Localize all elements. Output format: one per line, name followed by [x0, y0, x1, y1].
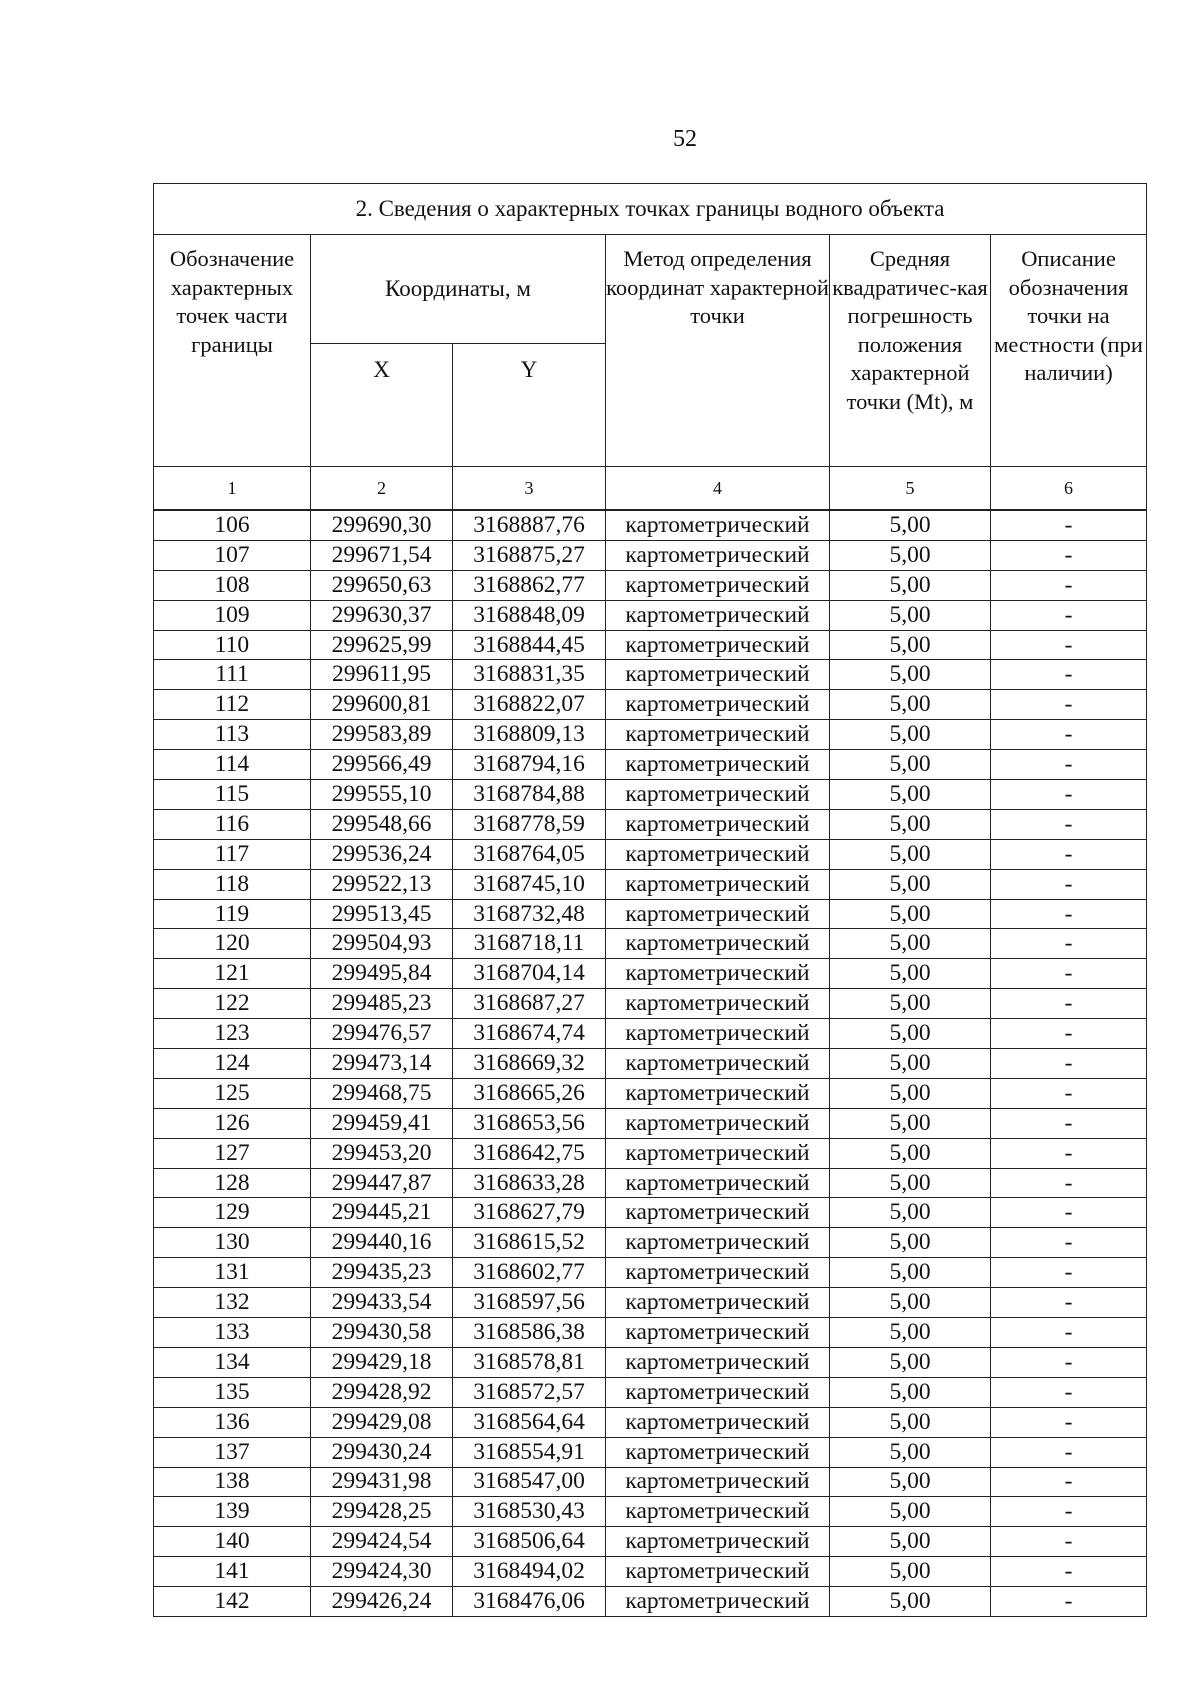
point-id-cell: 134	[154, 1347, 311, 1377]
error-cell: 5,00	[830, 1347, 991, 1377]
error-cell: 5,00	[830, 720, 991, 750]
method-cell: картометрический	[606, 989, 830, 1019]
description-cell: -	[991, 1108, 1147, 1138]
error-cell: 5,00	[830, 1228, 991, 1258]
x-coordinate-cell: 299600,81	[311, 690, 453, 720]
error-cell: 5,00	[830, 1557, 991, 1587]
column-number: 3	[453, 467, 606, 511]
method-cell: картометрический	[606, 720, 830, 750]
point-id-cell: 142	[154, 1587, 311, 1617]
point-id-cell: 136	[154, 1407, 311, 1437]
point-id-cell: 132	[154, 1288, 311, 1318]
point-id-cell: 108	[154, 570, 311, 600]
error-cell: 5,00	[830, 1587, 991, 1617]
method-cell: картометрический	[606, 1407, 830, 1437]
table-row	[154, 1318, 1147, 1348]
x-coordinate-cell: 299513,45	[311, 899, 453, 929]
y-coordinate-cell: 3168547,00	[453, 1467, 606, 1497]
description-cell: -	[991, 570, 1147, 600]
description-cell: -	[991, 869, 1147, 899]
x-coordinate-cell: 299468,75	[311, 1078, 453, 1108]
description-cell: -	[991, 630, 1147, 660]
x-coordinate-cell: 299495,84	[311, 959, 453, 989]
description-cell: -	[991, 899, 1147, 929]
error-cell: 5,00	[830, 750, 991, 780]
y-coordinate-cell: 3168718,11	[453, 929, 606, 959]
point-id-cell: 140	[154, 1527, 311, 1557]
method-cell: картометрический	[606, 809, 830, 839]
description-cell: -	[991, 1078, 1147, 1108]
point-id-cell: 139	[154, 1497, 311, 1527]
x-coordinate-cell: 299476,57	[311, 1019, 453, 1049]
method-cell: картометрический	[606, 1168, 830, 1198]
method-cell: картометрический	[606, 600, 830, 630]
method-cell: картометрический	[606, 1108, 830, 1138]
description-cell: -	[991, 1377, 1147, 1407]
x-coordinate-cell: 299453,20	[311, 1138, 453, 1168]
y-coordinate-cell: 3168669,32	[453, 1049, 606, 1079]
table-row	[154, 1527, 1147, 1557]
error-cell: 5,00	[830, 660, 991, 690]
table-row	[154, 869, 1147, 899]
description-cell: -	[991, 690, 1147, 720]
y-coordinate-cell: 3168633,28	[453, 1168, 606, 1198]
description-cell: -	[991, 1138, 1147, 1168]
error-cell: 5,00	[830, 1049, 991, 1079]
method-cell: картометрический	[606, 1437, 830, 1467]
point-id-cell: 137	[154, 1437, 311, 1467]
description-cell: -	[991, 1347, 1147, 1377]
y-coordinate-cell: 3168627,79	[453, 1198, 606, 1228]
table-row	[154, 959, 1147, 989]
page-number: 52	[673, 126, 697, 152]
table-row	[154, 660, 1147, 690]
point-id-cell: 129	[154, 1198, 311, 1228]
description-cell: -	[991, 1587, 1147, 1617]
description-cell: -	[991, 1527, 1147, 1557]
point-id-cell: 131	[154, 1258, 311, 1288]
header-description: Описание обозначения точки на местности (при наличии)	[991, 235, 1147, 467]
point-id-cell: 112	[154, 690, 311, 720]
error-cell: 5,00	[830, 1288, 991, 1318]
table-title: 2. Сведения о характерных точках границы водного объекта	[154, 184, 1147, 235]
x-coordinate-cell: 299431,98	[311, 1467, 453, 1497]
y-coordinate-cell: 3168887,76	[453, 510, 606, 540]
column-number: 5	[830, 467, 991, 511]
y-coordinate-cell: 3168554,91	[453, 1437, 606, 1467]
table-row	[154, 1497, 1147, 1527]
point-id-cell: 111	[154, 660, 311, 690]
method-cell: картометрический	[606, 899, 830, 929]
description-cell: -	[991, 929, 1147, 959]
error-cell: 5,00	[830, 780, 991, 810]
description-cell: -	[991, 959, 1147, 989]
point-id-cell: 122	[154, 989, 311, 1019]
table-row	[154, 1288, 1147, 1318]
column-number: 6	[991, 467, 1147, 511]
error-cell: 5,00	[830, 1467, 991, 1497]
method-cell: картометрический	[606, 510, 830, 540]
y-coordinate-cell: 3168586,38	[453, 1318, 606, 1348]
point-id-cell: 133	[154, 1318, 311, 1348]
y-coordinate-cell: 3168572,57	[453, 1377, 606, 1407]
method-cell: картометрический	[606, 1497, 830, 1527]
point-id-cell: 117	[154, 839, 311, 869]
table-row	[154, 720, 1147, 750]
header-x: X	[311, 344, 453, 467]
method-cell: картометрический	[606, 959, 830, 989]
y-coordinate-cell: 3168844,45	[453, 630, 606, 660]
point-id-cell: 106	[154, 510, 311, 540]
description-cell: -	[991, 1228, 1147, 1258]
error-cell: 5,00	[830, 1108, 991, 1138]
description-cell: -	[991, 1467, 1147, 1497]
x-coordinate-cell: 299424,54	[311, 1527, 453, 1557]
method-cell: картометрический	[606, 660, 830, 690]
point-id-cell: 128	[154, 1168, 311, 1198]
error-cell: 5,00	[830, 869, 991, 899]
method-cell: картометрический	[606, 1138, 830, 1168]
y-coordinate-cell: 3168494,02	[453, 1557, 606, 1587]
x-coordinate-cell: 299459,41	[311, 1108, 453, 1138]
error-cell: 5,00	[830, 1198, 991, 1228]
table-row	[154, 780, 1147, 810]
table-row	[154, 1049, 1147, 1079]
y-coordinate-cell: 3168809,13	[453, 720, 606, 750]
method-cell: картометрический	[606, 1198, 830, 1228]
error-cell: 5,00	[830, 690, 991, 720]
description-cell: -	[991, 1318, 1147, 1348]
point-id-cell: 130	[154, 1228, 311, 1258]
table-row	[154, 989, 1147, 1019]
x-coordinate-cell: 299435,23	[311, 1258, 453, 1288]
table-row	[154, 540, 1147, 570]
description-cell: -	[991, 510, 1147, 540]
error-cell: 5,00	[830, 809, 991, 839]
point-id-cell: 120	[154, 929, 311, 959]
point-id-cell: 119	[154, 899, 311, 929]
x-coordinate-cell: 299583,89	[311, 720, 453, 750]
description-cell: -	[991, 1198, 1147, 1228]
point-id-cell: 116	[154, 809, 311, 839]
x-coordinate-cell: 299473,14	[311, 1049, 453, 1079]
error-cell: 5,00	[830, 1407, 991, 1437]
method-cell: картометрический	[606, 839, 830, 869]
x-coordinate-cell: 299426,24	[311, 1587, 453, 1617]
y-coordinate-cell: 3168665,26	[453, 1078, 606, 1108]
x-coordinate-cell: 299430,24	[311, 1437, 453, 1467]
table-row	[154, 1019, 1147, 1049]
table-row	[154, 1377, 1147, 1407]
method-cell: картометрический	[606, 929, 830, 959]
y-coordinate-cell: 3168778,59	[453, 809, 606, 839]
x-coordinate-cell: 299522,13	[311, 869, 453, 899]
error-cell: 5,00	[830, 1497, 991, 1527]
method-cell: картометрический	[606, 1078, 830, 1108]
error-cell: 5,00	[830, 1019, 991, 1049]
table-row	[154, 1138, 1147, 1168]
description-cell: -	[991, 1019, 1147, 1049]
description-cell: -	[991, 809, 1147, 839]
y-coordinate-cell: 3168506,64	[453, 1527, 606, 1557]
table-row	[154, 929, 1147, 959]
y-coordinate-cell: 3168831,35	[453, 660, 606, 690]
error-cell: 5,00	[830, 1377, 991, 1407]
table-row	[154, 690, 1147, 720]
method-cell: картометрический	[606, 1288, 830, 1318]
table-row	[154, 1168, 1147, 1198]
x-coordinate-cell: 299504,93	[311, 929, 453, 959]
y-coordinate-cell: 3168642,75	[453, 1138, 606, 1168]
x-coordinate-cell: 299548,66	[311, 809, 453, 839]
description-cell: -	[991, 780, 1147, 810]
header-y: Y	[453, 344, 606, 467]
x-coordinate-cell: 299424,30	[311, 1557, 453, 1587]
y-coordinate-cell: 3168687,27	[453, 989, 606, 1019]
method-cell: картометрический	[606, 1527, 830, 1557]
point-id-cell: 135	[154, 1377, 311, 1407]
x-coordinate-cell: 299447,87	[311, 1168, 453, 1198]
y-coordinate-cell: 3168784,88	[453, 780, 606, 810]
y-coordinate-cell: 3168732,48	[453, 899, 606, 929]
method-cell: картометрический	[606, 750, 830, 780]
x-coordinate-cell: 299536,24	[311, 839, 453, 869]
x-coordinate-cell: 299428,25	[311, 1497, 453, 1527]
point-id-cell: 124	[154, 1049, 311, 1079]
error-cell: 5,00	[830, 989, 991, 1019]
y-coordinate-cell: 3168764,05	[453, 839, 606, 869]
table-row	[154, 899, 1147, 929]
point-id-cell: 141	[154, 1557, 311, 1587]
point-id-cell: 107	[154, 540, 311, 570]
description-cell: -	[991, 750, 1147, 780]
table-row	[154, 510, 1147, 540]
column-number: 2	[311, 467, 453, 511]
y-coordinate-cell: 3168745,10	[453, 869, 606, 899]
y-coordinate-cell: 3168862,77	[453, 570, 606, 600]
description-cell: -	[991, 989, 1147, 1019]
error-cell: 5,00	[830, 1318, 991, 1348]
header-method: Метод определения координат характерной точки	[606, 235, 830, 467]
description-cell: -	[991, 1049, 1147, 1079]
method-cell: картометрический	[606, 1377, 830, 1407]
table-row	[154, 600, 1147, 630]
x-coordinate-cell: 299630,37	[311, 600, 453, 630]
method-cell: картометрический	[606, 1258, 830, 1288]
table-row	[154, 750, 1147, 780]
table-row	[154, 1557, 1147, 1587]
table-row	[154, 809, 1147, 839]
description-cell: -	[991, 540, 1147, 570]
description-cell: -	[991, 720, 1147, 750]
table-row	[154, 1078, 1147, 1108]
error-cell: 5,00	[830, 540, 991, 570]
error-cell: 5,00	[830, 1168, 991, 1198]
table-row	[154, 630, 1147, 660]
x-coordinate-cell: 299611,95	[311, 660, 453, 690]
x-coordinate-cell: 299440,16	[311, 1228, 453, 1258]
x-coordinate-cell: 299428,92	[311, 1377, 453, 1407]
method-cell: картометрический	[606, 1228, 830, 1258]
error-cell: 5,00	[830, 570, 991, 600]
point-id-cell: 115	[154, 780, 311, 810]
x-coordinate-cell: 299671,54	[311, 540, 453, 570]
error-cell: 5,00	[830, 1527, 991, 1557]
error-cell: 5,00	[830, 1258, 991, 1288]
description-cell: -	[991, 660, 1147, 690]
x-coordinate-cell: 299430,58	[311, 1318, 453, 1348]
y-coordinate-cell: 3168822,07	[453, 690, 606, 720]
x-coordinate-cell: 299690,30	[311, 510, 453, 540]
error-cell: 5,00	[830, 600, 991, 630]
header-coordinates: Координаты, м	[311, 235, 606, 344]
boundary-points-table	[153, 183, 1147, 1617]
y-coordinate-cell: 3168848,09	[453, 600, 606, 630]
point-id-cell: 127	[154, 1138, 311, 1168]
method-cell: картометрический	[606, 1019, 830, 1049]
method-cell: картометрический	[606, 690, 830, 720]
x-coordinate-cell: 299485,23	[311, 989, 453, 1019]
description-cell: -	[991, 1407, 1147, 1437]
x-coordinate-cell: 299429,18	[311, 1347, 453, 1377]
point-id-cell: 113	[154, 720, 311, 750]
method-cell: картометрический	[606, 1347, 830, 1377]
point-id-cell: 118	[154, 869, 311, 899]
table-row	[154, 1587, 1147, 1617]
method-cell: картометрический	[606, 1557, 830, 1587]
description-cell: -	[991, 1557, 1147, 1587]
y-coordinate-cell: 3168597,56	[453, 1288, 606, 1318]
description-cell: -	[991, 839, 1147, 869]
method-cell: картометрический	[606, 570, 830, 600]
x-coordinate-cell: 299429,08	[311, 1407, 453, 1437]
method-cell: картометрический	[606, 869, 830, 899]
description-cell: -	[991, 600, 1147, 630]
table-row	[154, 1467, 1147, 1497]
column-number: 4	[606, 467, 830, 511]
method-cell: картометрический	[606, 1318, 830, 1348]
error-cell: 5,00	[830, 1078, 991, 1108]
y-coordinate-cell: 3168615,52	[453, 1228, 606, 1258]
y-coordinate-cell: 3168564,64	[453, 1407, 606, 1437]
error-cell: 5,00	[830, 1138, 991, 1168]
method-cell: картометрический	[606, 780, 830, 810]
description-cell: -	[991, 1497, 1147, 1527]
table-row	[154, 1108, 1147, 1138]
y-coordinate-cell: 3168530,43	[453, 1497, 606, 1527]
table-row	[154, 1258, 1147, 1288]
point-id-cell: 121	[154, 959, 311, 989]
y-coordinate-cell: 3168602,77	[453, 1258, 606, 1288]
y-coordinate-cell: 3168875,27	[453, 540, 606, 570]
x-coordinate-cell: 299625,99	[311, 630, 453, 660]
x-coordinate-cell: 299650,63	[311, 570, 453, 600]
x-coordinate-cell: 299445,21	[311, 1198, 453, 1228]
error-cell: 5,00	[830, 510, 991, 540]
point-id-cell: 125	[154, 1078, 311, 1108]
y-coordinate-cell: 3168704,14	[453, 959, 606, 989]
method-cell: картометрический	[606, 1467, 830, 1497]
x-coordinate-cell: 299555,10	[311, 780, 453, 810]
description-cell: -	[991, 1258, 1147, 1288]
error-cell: 5,00	[830, 899, 991, 929]
error-cell: 5,00	[830, 1437, 991, 1467]
table-row	[154, 839, 1147, 869]
header-error: Средняя квадратичес-кая погрешность положения характерной точки (Mt), м	[830, 235, 991, 467]
description-cell: -	[991, 1437, 1147, 1467]
x-coordinate-cell: 299433,54	[311, 1288, 453, 1318]
description-cell: -	[991, 1288, 1147, 1318]
column-number: 1	[154, 467, 311, 511]
method-cell: картометрический	[606, 630, 830, 660]
table-row	[154, 1407, 1147, 1437]
table-row	[154, 570, 1147, 600]
point-id-cell: 109	[154, 600, 311, 630]
table-row	[154, 1437, 1147, 1467]
column-number-row	[154, 467, 1147, 511]
y-coordinate-cell: 3168653,56	[453, 1108, 606, 1138]
description-cell: -	[991, 1168, 1147, 1198]
y-coordinate-cell: 3168674,74	[453, 1019, 606, 1049]
table-row	[154, 1347, 1147, 1377]
point-id-cell: 114	[154, 750, 311, 780]
method-cell: картометрический	[606, 540, 830, 570]
error-cell: 5,00	[830, 630, 991, 660]
table-row	[154, 1198, 1147, 1228]
point-id-cell: 110	[154, 630, 311, 660]
table-row	[154, 1228, 1147, 1258]
error-cell: 5,00	[830, 929, 991, 959]
method-cell: картометрический	[606, 1049, 830, 1079]
error-cell: 5,00	[830, 959, 991, 989]
x-coordinate-cell: 299566,49	[311, 750, 453, 780]
y-coordinate-cell: 3168578,81	[453, 1347, 606, 1377]
point-id-cell: 123	[154, 1019, 311, 1049]
point-id-cell: 138	[154, 1467, 311, 1497]
y-coordinate-cell: 3168476,06	[453, 1587, 606, 1617]
point-id-cell: 126	[154, 1108, 311, 1138]
header-designation: Обозначение характерных точек части границы	[154, 235, 311, 467]
error-cell: 5,00	[830, 839, 991, 869]
method-cell: картометрический	[606, 1587, 830, 1617]
y-coordinate-cell: 3168794,16	[453, 750, 606, 780]
